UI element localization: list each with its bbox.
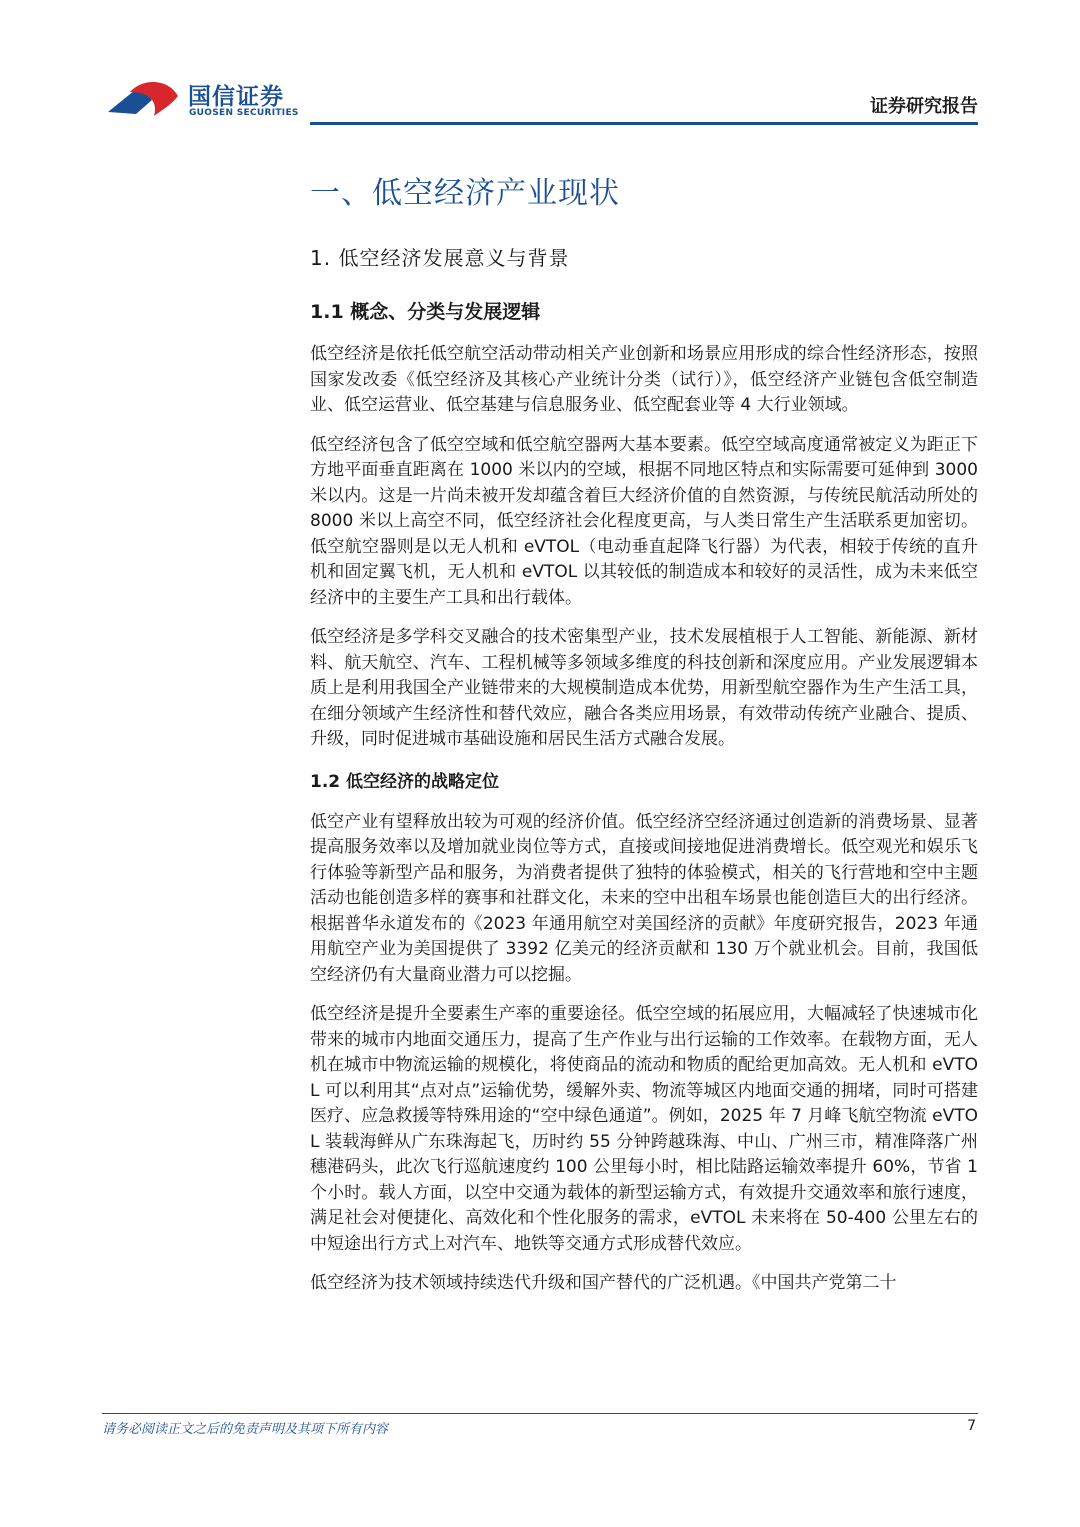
main-content	[310, 168, 978, 1311]
paragraph: 低空经济是多学科交叉融合的技术密集型产业，技术发展植根于人工智能、新能源、新材料、航天航空、汽车、工程机械等多领域多维度的科技创新和深度应用。产业发展逻辑本质上是利用我国全产业链带来的大规模制造成本优势，用新型航空器作为生产生活工具，在细分领域产生经济性和替代效应，融合各类应用场景，有效带动传统产业融合、提质、升级，同时促进城市基础设施和居民生活方式融合发展。	[310, 627, 978, 749]
paragraph: 低空经济为技术领域持续迭代升级和国产替代的广泛机遇。《中国共产党第二十	[310, 1273, 897, 1293]
logo-chinese-name: 国信证券	[188, 84, 284, 110]
paragraph: 低空产业有望释放出较为可观的经济价值。低空经济空经济通过创造新的消费场景、显著提高服务效率以及增加就业岗位等方式，直接或间接地促进消费增长。低空观光和娱乐飞行体验等新型产品和服务，为消费者提供了独特的体验模式，相关的飞行营地和空中主题活动也能创造多样的赛事和社群文化，未来的空中出租车场景也能创造巨大的出行经济。根据普华永道发布的《2023 年通用航空对美国经济的贡献》年度研究报告，2023 年通用航空产业为美国提供了 3392 亿美元的经济贡献和 130 万个就业机会。目前，我国低空经济仍有大量商业潜力可以挖掘。	[310, 811, 978, 985]
logo-english-name: GUOSEN SECURITIES	[189, 108, 299, 118]
page-number: 7	[967, 1418, 976, 1434]
footer-disclaimer: 请务必阅读正文之后的免责声明及其项下所有内容	[102, 1422, 389, 1437]
paragraph: 低空经济是依托低空航空活动带动相关产业创新和场景应用形成的综合性经济形态，按照国家发改委《低空经济及其核心产业统计分类（试行）》，低空经济产业链包含低空制造业、低空运营业、低空基建与信息服务业、低空配套业等 4 大行业领域。	[310, 344, 978, 415]
section-title: 一、低空经济产业现状	[310, 176, 620, 211]
subsection-title: 1. 低空经济发展意义与背景	[310, 246, 570, 270]
footer-divider	[102, 1413, 978, 1414]
paragraph: 低空经济包含了低空空域和低空航空器两大基本要素。低空空域高度通常被定义为距正下方地平面垂直距离在 1000 米以内的空域，根据不同地区特点和实际需要可延伸到 3000 米以内。这是一片尚未被开发却蕴含着巨大经济价值的自然资源，与传统民航活动所处的 8000 米以上高空不同，低空经济社会化程度更高，与人类日常生产生活联系更加密切。低空航空器则是以无人机和 eVTOL（电动垂直起降飞行器）为代表，相较于传统的直升机和固定翼飞机，无人机和 eVTOL 以其较低的制造成本和较好的灵活性，成为未来低空经济中的主要生产工具和出行载体。	[310, 434, 978, 608]
report-type-label: 证券研究报告	[870, 96, 978, 117]
guosen-logo-icon	[106, 76, 182, 124]
header-divider	[310, 122, 978, 125]
guosen-logo	[106, 76, 306, 124]
sub2-title: 1.2 低空经济的战略定位	[310, 771, 500, 792]
sub1-title: 1.1 概念、分类与发展逻辑	[310, 301, 541, 323]
paragraph: 低空经济是提升全要素生产率的重要途径。低空空域的拓展应用，大幅减轻了快速城市化带来的城市内地面交通压力，提高了生产作业与出行运输的工作效率。在载物方面，无人机在城市中物流运输的规模化，将使商品的流动和物质的配给更加高效。无人机和 eVTOL 可以利用其“点对点”运输优势，缓解外卖、物流等城区内地面交通的拥堵，同时可搭建医疗、应急救援等特殊用途的“空中绿色通道”。例如，2025 年 7 月峰飞航空物流 eVTOL 装载海鲜从广东珠海起飞，历时约 55 分钟跨越珠海、中山、广州三市，精准降落广州穗港码头，此次飞行巡航速度约 100 公里每小时，相比陆路运输效率提升 60%，节省 1 个小时。载人方面，以空中交通为载体的新型运输方式，有效提升交通效率和旅行速度，满足社会对便捷化、高效化和个性化服务的需求，eVTOL 未来将在 50-400 公里左右的中短途出行方式上对汽车、地铁等交通方式形成替代效应。	[310, 1004, 978, 1254]
